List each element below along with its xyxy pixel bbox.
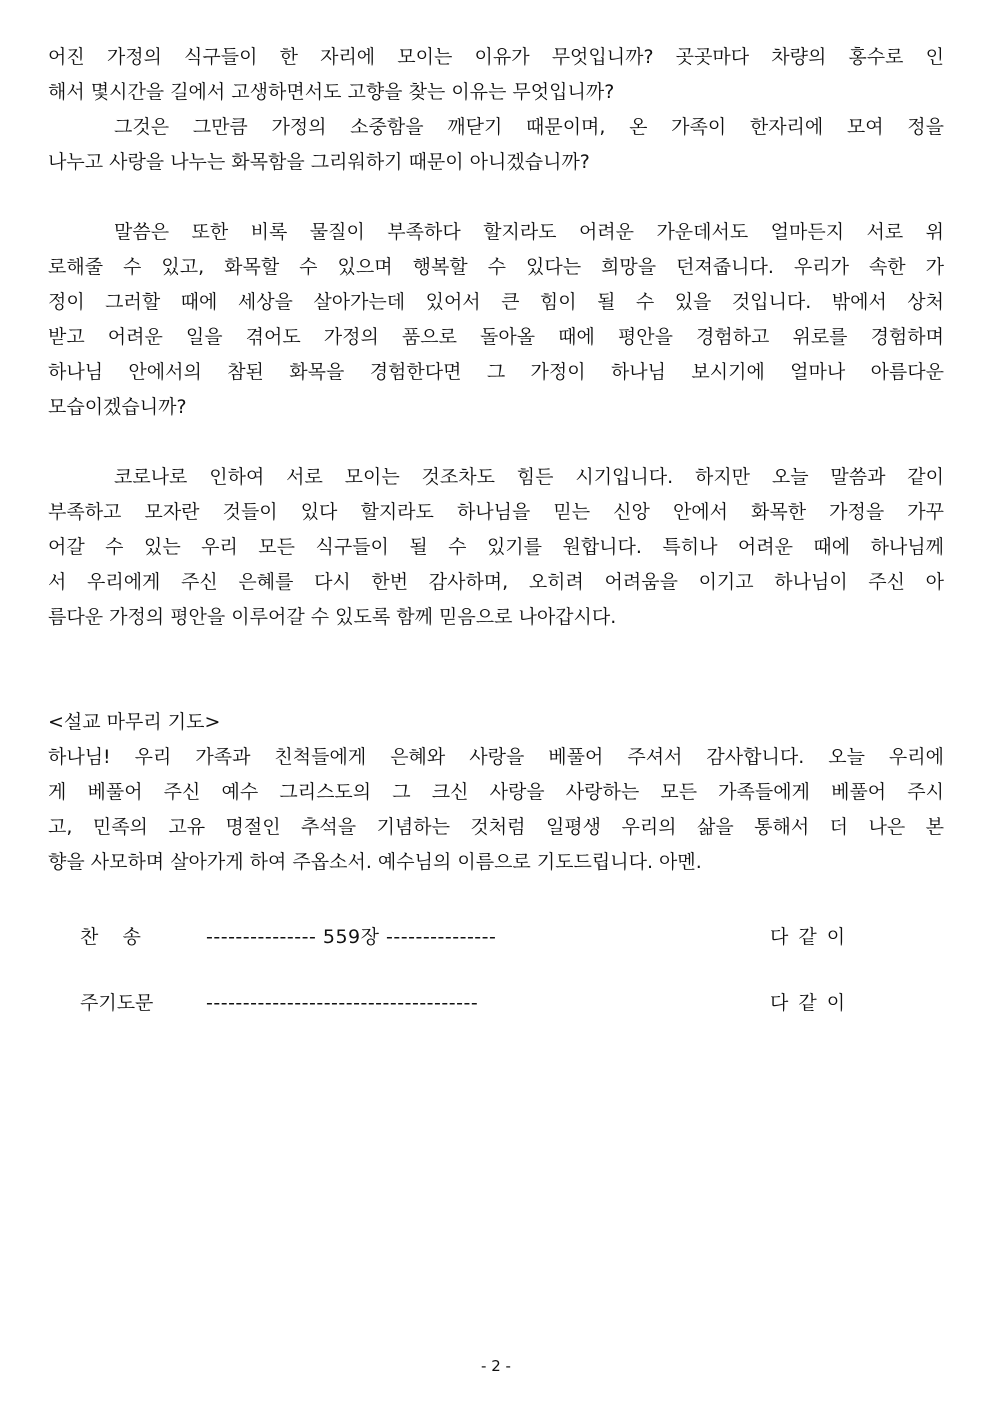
order-lords-prayer	[80, 988, 880, 1018]
text-line: 부족하고 모자란 것들이 있다 할지라도 하나님을 믿는 신앙 안에서 화목한 가정을 가꾸	[48, 501, 944, 523]
text-line: 향을 사모하며 살아가게 하여 주옵소서. 예수님의 이름으로 기도드립니다. 아멘.	[48, 851, 702, 873]
text-line: 어갈 수 있는 우리 모든 식구들이 될 수 있기를 원합니다. 특히나 어려운 때에 하나님께	[48, 536, 944, 558]
order-participants: 다같이	[770, 992, 856, 1014]
document-body	[48, 40, 944, 880]
spacer	[48, 425, 944, 460]
text-line: 어진 가정의 식구들이 한 자리에 모이는 이유가 무엇입니까? 곳곳마다 차량의 홍수로 인	[48, 46, 944, 68]
order-detail: -------------------------------------	[206, 992, 479, 1014]
text-line: 모습이겠습니까?	[48, 396, 187, 418]
text-line: 하나님! 우리 가족과 친척들에게 은혜와 사랑을 베풀어 주셔서 감사합니다. 오늘 우리에	[48, 746, 944, 768]
text-line: 서 우리에게 주신 은혜를 다시 한번 감사하며, 오히려 어려움을 이기고 하나님이 주신 아	[48, 571, 944, 593]
text-line: 코로나로 인하여 서로 모이는 것조차도 힘든 시기입니다. 하지만 오늘 말씀과 같이	[114, 466, 944, 488]
order-label: 주기도문	[80, 992, 154, 1014]
order-detail: --------------- 559장 ---------------	[206, 926, 497, 948]
text-line: 게 베풀어 주신 예수 그리스도의 그 크신 사랑을 사랑하는 모든 가족들에게 베풀어 주시	[48, 781, 944, 803]
text-line: 하나님 안에서의 참된 화목을 경험한다면 그 가정이 하나님 보시기에 얼마나 아름다운	[48, 361, 944, 383]
text-line: 름다운 가정의 평안을 이루어갈 수 있도록 함께 믿음으로 나아갑시다.	[48, 606, 617, 628]
text-line: 정이 그러할 때에 세상을 살아가는데 있어서 큰 힘이 될 수 있을 것입니다. 밖에서 상처	[48, 291, 944, 313]
text-line: 해서 몇시간을 길에서 고생하면서도 고향을 찾는 이유는 무엇입니까?	[48, 81, 615, 103]
page-number: - 2 -	[481, 1357, 511, 1375]
spacer	[48, 180, 944, 215]
text-line: 받고 어려운 일을 겪어도 가정의 품으로 돌아올 때에 평안을 경험하고 위로를 경험하며	[48, 326, 944, 348]
spacer	[48, 635, 944, 705]
text-line: 로해줄 수 있고, 화목할 수 있으며 행복할 수 있다는 희망을 던져줍니다. 우리가 속한 가	[48, 256, 944, 278]
text-line: 나누고 사랑을 나누는 화목함을 그리워하기 때문이 아니겠습니까?	[48, 151, 590, 173]
order-hymn	[80, 922, 880, 952]
order-label: 찬 송	[80, 926, 141, 948]
paragraph-4	[48, 460, 944, 635]
paragraph-1	[48, 40, 944, 110]
prayer-heading: <설교 마무리 기도>	[48, 711, 221, 733]
closing-prayer	[48, 705, 944, 880]
text-line: 고, 민족의 고유 명절인 추석을 기념하는 것처럼 일평생 우리의 삶을 통해서 더 나은 본	[48, 816, 944, 838]
text-line: 그것은 그만큼 가정의 소중함을 깨닫기 때문이며, 온 가족이 한자리에 모여 정을	[114, 116, 944, 138]
paragraph-2	[48, 110, 944, 180]
paragraph-3	[48, 215, 944, 425]
order-participants: 다같이	[770, 926, 856, 948]
text-line: 말씀은 또한 비록 물질이 부족하다 할지라도 어려운 가운데서도 얼마든지 서로 위	[114, 221, 944, 243]
